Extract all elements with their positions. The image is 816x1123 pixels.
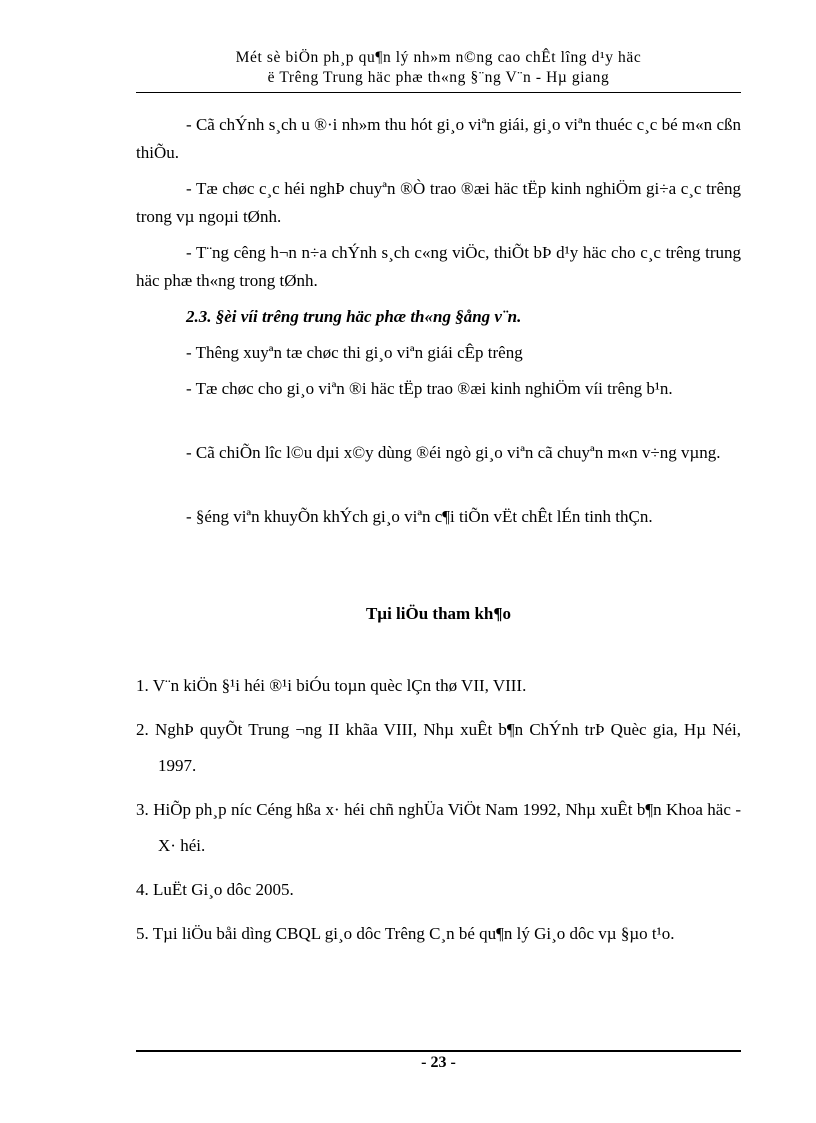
reference-item: 2. NghÞ quyÕt Trung ¬ng II khãa VIII, Nhµ xuÊt b¶n ChÝnh trÞ Quèc gia, Hµ Néi, 1997. xyxy=(136,720,741,775)
running-header xyxy=(136,48,741,88)
paragraph-encouragement: - §éng viªn khuyÕn khÝch gi¸o viªn c¶i tiÕn vËt chÊt lÉn tinh thÇn. xyxy=(186,507,653,526)
paragraph-incentive-policy: - Cã chÝnh s¸ch u ®·i nh»m thu hót gi¸o viªn giái, gi¸o viªn thuéc c¸c bé m«n cßn thiÕu. xyxy=(136,115,741,162)
footer-divider xyxy=(136,1050,741,1052)
paragraph-equipment-policy: - T¨ng cêng h¬n n÷a chÝnh s¸ch c«ng viÖc, thiÕt bÞ d¹y häc cho c¸c trêng trung häc phæ th«ng trong tØnh. xyxy=(136,243,741,290)
reference-item: 4. LuËt Gi¸o dôc 2005. xyxy=(136,880,294,899)
running-header-line-2: ë Trêng Trung häc phæ th«ng §¨ng V¨n - Hµ giang xyxy=(267,69,610,86)
page-number: - 23 - xyxy=(421,1054,456,1071)
reference-item: 3. HiÕp ph¸p níc Céng hßa x· héi chñ nghÜa ViÖt Nam 1992, Nhµ xuÊt b¶n Khoa häc - X· héi. xyxy=(136,800,741,855)
paragraph-conferences: - Tæ chøc c¸c héi nghÞ chuyªn ®Ò trao ®æi häc tËp kinh nghiÖm gi÷a c¸c trêng trong vµ ngoµi tØnh. xyxy=(136,179,741,226)
running-header-line-1: Mét sè biÖn ph¸p qu¶n lý nh»m n©ng cao chÊt lîng d¹y häc xyxy=(235,49,642,66)
header-divider xyxy=(136,92,741,93)
paragraph-experience-exchange: - Tæ chøc cho gi¸o viªn ®i häc tËp trao ®æi kinh nghiÖm víi trêng b¹n. xyxy=(186,379,673,398)
paragraph-long-term-strategy: - Cã chiÕn lîc l©u dµi x©y dùng ®éi ngò gi¸o viªn cã chuyªn m«n v÷ng vµng. xyxy=(186,443,721,462)
section-subheading: 2.3. §èi víi trêng trung häc phæ th«ng §ång v¨n. xyxy=(186,307,522,326)
references-title: Tµi liÖu tham kh¶o xyxy=(365,604,512,623)
reference-item: 5. Tµi liÖu båi dìng CBQL gi¸o dôc Trêng C¸n bé qu¶n lý Gi¸o dôc vµ §µo t¹o. xyxy=(136,924,675,943)
paragraph-teacher-contest: - Thêng xuyªn tæ chøc thi gi¸o viªn giái cÊp trêng xyxy=(186,343,523,362)
reference-item: 1. V¨n kiÖn §¹i héi ®¹i biÓu toµn quèc lÇn thø VII, VIII. xyxy=(136,676,527,695)
